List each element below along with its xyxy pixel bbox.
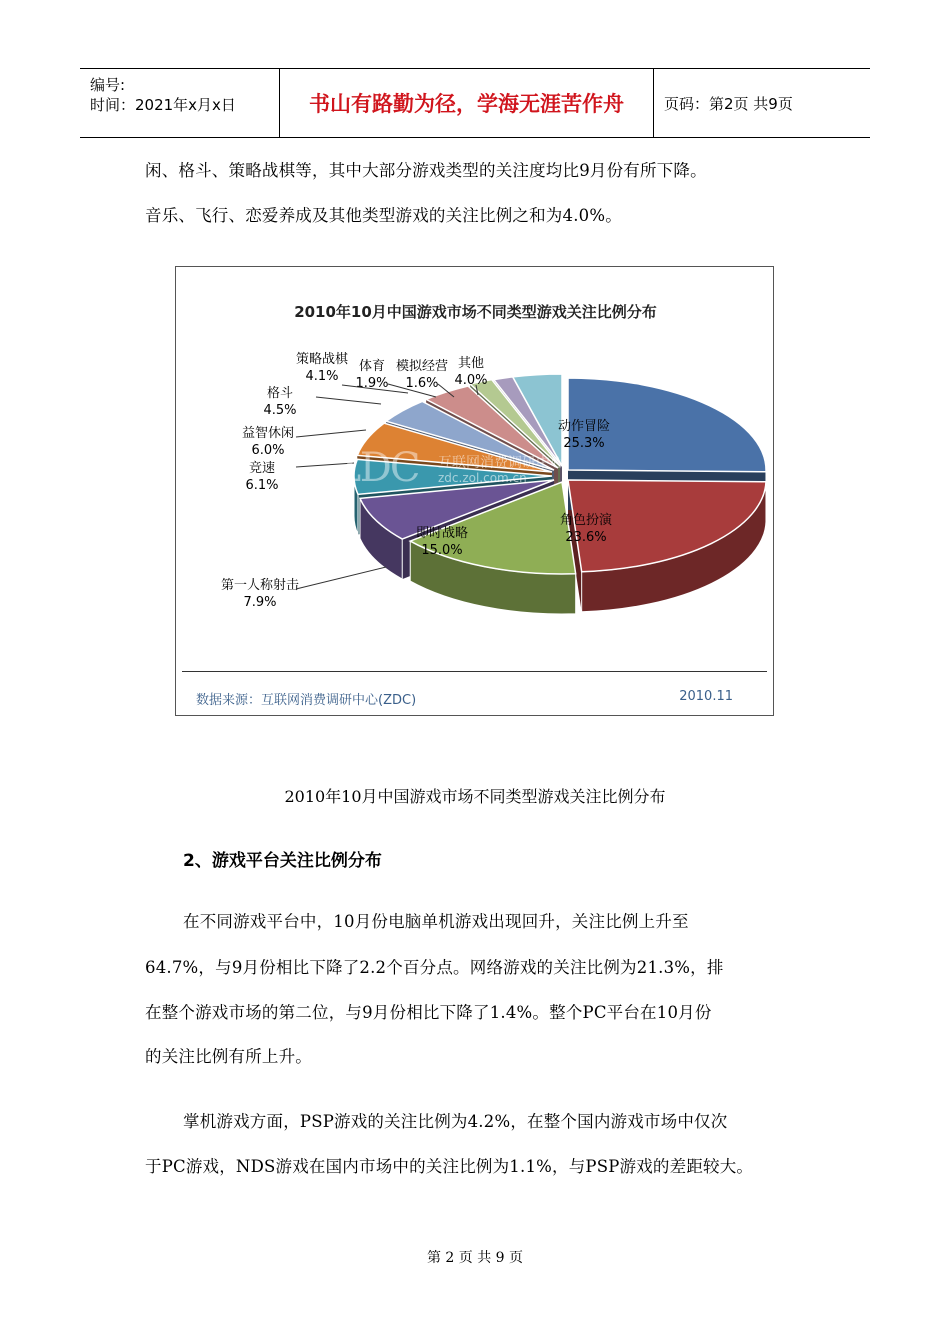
slice-label-6 — [263, 385, 296, 418]
slice-category-label: 模拟经营 — [395, 359, 449, 374]
slice-category-label: 格斗 — [266, 386, 294, 401]
paragraph-line: 闲、格斗、策略战棋等，其中大部分游戏类型的关注度均比9月份有所下降。 — [145, 161, 707, 180]
header-page-label: 页码：第2页 共9页 — [664, 94, 793, 113]
watermark-text: 互联网消费调研中心 — [438, 455, 564, 471]
slice-value-label: 23.6% — [565, 530, 607, 545]
slice-label-7 — [296, 351, 349, 384]
paragraph-line: 64.7%，与9月份相比下降了2.2个百分点。网络游戏的关注比例为21.3%，排 — [145, 958, 724, 977]
leader-line-3 — [296, 567, 386, 589]
slice-category-label: 益智休闲 — [241, 426, 295, 441]
pie-chart — [176, 267, 775, 717]
slice-value-label: 1.6% — [405, 376, 439, 391]
watermark-url: zdc.zol.com.cn — [438, 471, 527, 485]
slice-category-label: 即时战略 — [415, 526, 469, 541]
slice-value-label: 6.0% — [251, 443, 285, 458]
paragraph-line: 在不同游戏平台中，10月份电脑单机游戏出现回升，关注比例上升至 — [183, 912, 689, 931]
slice-category-label: 第一人称射击 — [220, 578, 300, 593]
leader-line-5 — [296, 430, 366, 437]
paragraph-line: 音乐、飞行、恋爱养成及其他类型游戏的关注比例之和为4.0%。 — [145, 206, 622, 225]
figure-caption: 2010年10月中国游戏市场不同类型游戏关注比例分布 — [284, 787, 666, 806]
data-source: 数据来源：互联网消费调研中心(ZDC) — [196, 693, 417, 708]
source-divider — [182, 671, 767, 672]
paragraph-line: 在整个游戏市场的第二位，与9月份相比下降了1.4%。整个PC平台在10月份 — [145, 1003, 712, 1022]
paragraph-line: 的关注比例有所上升。 — [145, 1047, 312, 1066]
slice-value-label: 4.0% — [454, 373, 488, 388]
slice-label-8 — [355, 358, 388, 391]
slice-value-label: 1.9% — [355, 376, 389, 391]
slice-label-10 — [454, 355, 487, 388]
section-heading: 2、游戏平台关注比例分布 — [183, 851, 382, 871]
time-label: 时间：2021年x月x日 — [90, 96, 236, 114]
chart-title: 2010年10月中国游戏市场不同类型游戏关注比例分布 — [294, 303, 657, 321]
slice-value-label: 6.1% — [245, 478, 279, 493]
slice-category-label: 竞速 — [248, 461, 276, 476]
slice-category-label: 其他 — [457, 356, 485, 371]
slice-label-5 — [242, 425, 294, 458]
paragraph-line: 于PC游戏，NDS游戏在国内市场中的关注比例为1.1%，与PSP游戏的差距较大。 — [145, 1157, 754, 1176]
data-date: 2010.11 — [679, 689, 733, 704]
slice-label-4 — [245, 460, 278, 493]
header-motto: 书山有路勤为径，学海无涯苦作舟 — [280, 69, 654, 137]
slice-value-label: 15.0% — [421, 543, 463, 558]
page-footer: 第 2 页 共 9 页 — [426, 1250, 524, 1266]
slice-category-label: 策略战棋 — [295, 352, 349, 367]
slice-category-label: 体育 — [358, 359, 386, 374]
pie-chart-figure — [175, 266, 774, 716]
slice-category-label: 动作冒险 — [557, 419, 611, 434]
slice-value-label: 7.9% — [243, 595, 277, 610]
document-header — [80, 68, 870, 138]
paragraph-line: 掌机游戏方面，PSP游戏的关注比例为4.2%，在整个国内游戏市场中仅次 — [183, 1112, 728, 1131]
slice-label-3 — [221, 577, 299, 610]
slice-category-label: 角色扮演 — [559, 513, 613, 528]
slice-value-label: 25.3% — [563, 436, 605, 451]
header-meta — [80, 69, 280, 137]
number-label: 编号: — [90, 76, 126, 94]
watermark-logo: ZDC — [334, 445, 419, 491]
slice-value-label: 4.5% — [263, 403, 297, 418]
slice-value-label: 4.1% — [305, 369, 339, 384]
leader-line-6 — [316, 397, 381, 404]
